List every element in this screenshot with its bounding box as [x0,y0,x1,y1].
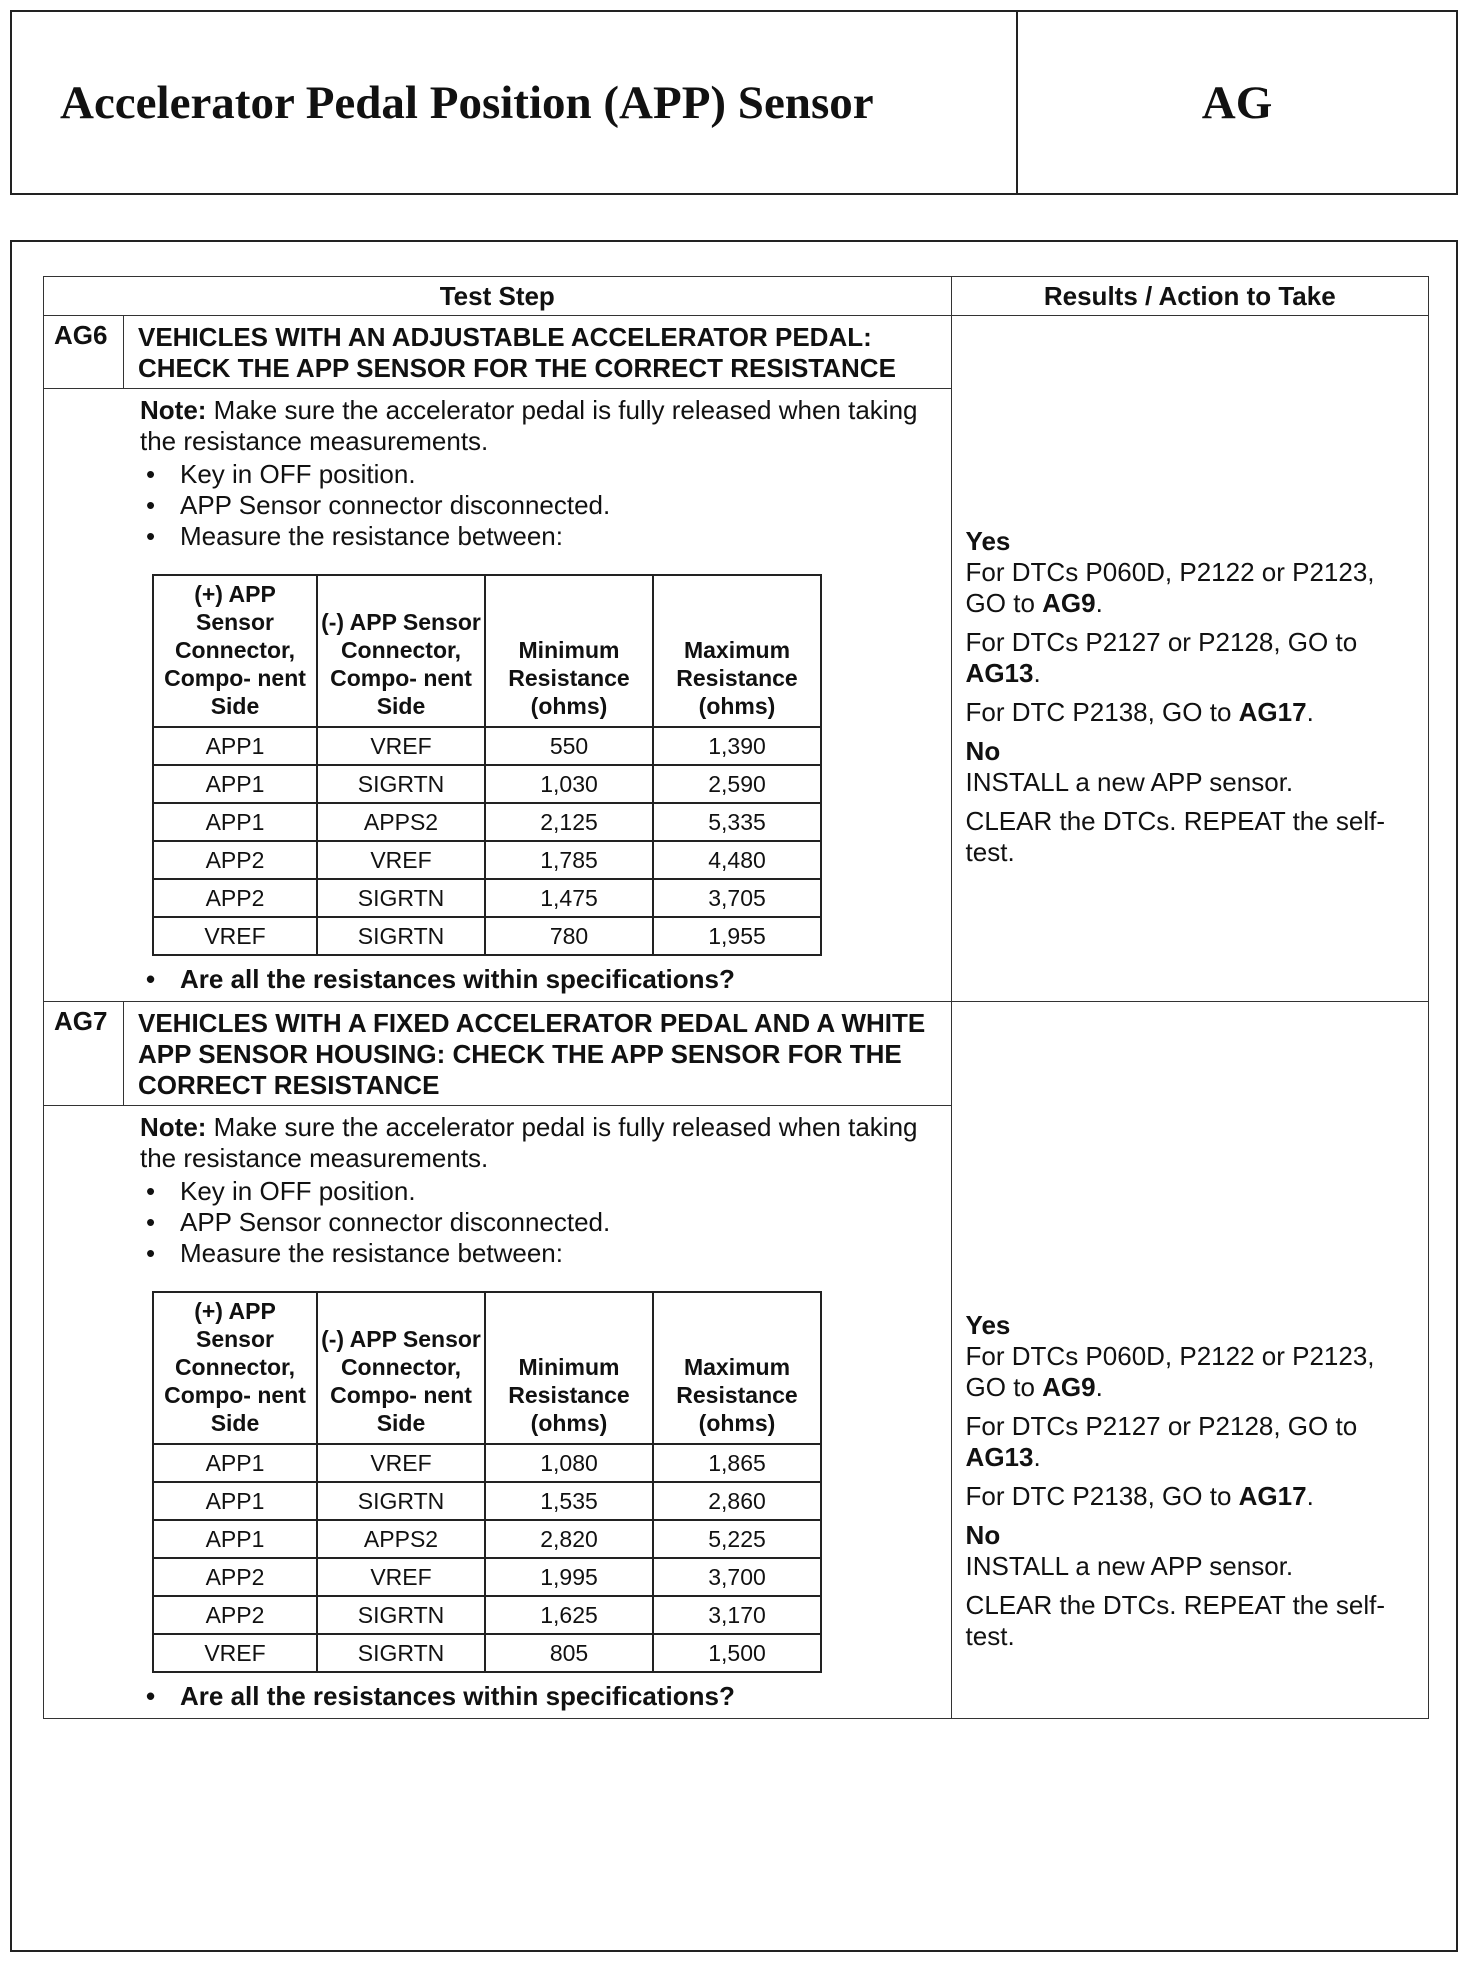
goto-link[interactable]: AG17 [1238,696,1307,727]
goto-link[interactable]: AG9 [1042,1372,1096,1402]
step-question: • Are all the resistances within specifications? [140,964,941,995]
result-yes-3: For DTC P2138, GO to AG17. [965,1481,1314,1511]
spec-cell: VREF [317,1444,485,1482]
spec-header-plus: (+) APP Sensor Connector, Compo- nent Side [153,575,317,727]
spec-cell: VREF [317,1558,485,1596]
spec-cell: APPS2 [317,803,485,841]
goto-link[interactable]: AG9 [1042,587,1096,618]
spec-cell: VREF [153,917,317,955]
result-yes-1: For DTCs P060D, P2122 or P2123, GO to AG9. [965,1341,1375,1402]
result-yes-2: For DTCs P2127 or P2128, GO to AG13. [965,1411,1358,1472]
goto-link[interactable]: AG13 [965,1442,1034,1472]
spec-cell: 2,590 [653,765,821,803]
spec-cell: 3,170 [653,1596,821,1634]
result-yes-2: For DTCs P2127 or P2128, GO to AG13. [965,626,1358,688]
result-no-1: INSTALL a new APP sensor. [965,766,1294,797]
spec-cell: APPS2 [317,1520,485,1558]
result-no-2: CLEAR the DTCs. REPEAT the self-test. [965,1590,1386,1651]
step-question: • Are all the resistances within specifications? [140,1681,941,1712]
bullet-item: • Key in OFF position. [140,1176,941,1207]
spec-cell: 1,535 [485,1482,653,1520]
page-header [10,10,1458,195]
spec-row [153,727,821,765]
spec-header-min: Minimum Resistance (ohms) [485,575,653,727]
spec-row [153,1444,821,1482]
spec-cell: VREF [317,727,485,765]
spec-cell: APP1 [153,727,317,765]
step-title: VEHICLES WITH AN ADJUSTABLE ACCELERATOR PEDAL: CHECK THE APP SENSOR FOR THE CORRECT RESISTANCE [123,316,951,389]
spec-cell: 1,030 [485,765,653,803]
table-header-row [44,277,1429,316]
spec-cell: APP1 [153,1520,317,1558]
goto-link[interactable]: AG13 [965,657,1034,688]
spec-cell: APP1 [153,803,317,841]
spec-cell: APP1 [153,1444,317,1482]
spec-header-row [153,1292,821,1444]
spec-cell: SIGRTN [317,1482,485,1520]
step-results [951,1002,1428,1719]
spec-cell: 1,785 [485,841,653,879]
spec-cell: SIGRTN [317,1634,485,1672]
spec-cell: SIGRTN [317,765,485,803]
yes-label: Yes [965,1310,1011,1340]
result-no-2: CLEAR the DTCs. REPEAT the self-test. [965,805,1386,867]
bullet-item: • APP Sensor connector disconnected. [140,1207,941,1238]
spec-cell: 1,390 [653,727,821,765]
spec-cell: VREF [153,1634,317,1672]
step-id: AG7 [44,1002,124,1106]
spec-cell: 2,125 [485,803,653,841]
spec-cell: 2,860 [653,1482,821,1520]
spec-row [153,1558,821,1596]
step-ag7-header-row [44,1002,1429,1106]
spec-row [153,1596,821,1634]
spec-row [153,1634,821,1672]
spec-cell: 2,820 [485,1520,653,1558]
step-id: AG6 [44,316,124,389]
spec-header-plus: (+) APP Sensor Connector, Compo- nent Side [153,1292,317,1444]
spec-header-max: Maximum Resistance (ohms) [653,1292,821,1444]
spec-row [153,841,821,879]
spec-cell: 805 [485,1634,653,1672]
spec-cell: 4,480 [653,841,821,879]
bullet-item: • APP Sensor connector disconnected. [140,490,941,521]
spec-cell: 1,475 [485,879,653,917]
spec-row [153,765,821,803]
spec-cell: 5,335 [653,803,821,841]
step-note: Note: Make sure the accelerator pedal is fully released when taking the resistance measurements. [140,395,918,456]
bullet-item: • Measure the resistance between: [140,521,941,552]
spec-row [153,1482,821,1520]
spec-header-max: Maximum Resistance (ohms) [653,575,821,727]
page-title: Accelerator Pedal Position (APP) Sensor [60,76,874,129]
spec-header-minus: (-) APP Sensor Connector, Compo- nent Side [317,1292,485,1444]
result-yes-3: For DTC P2138, GO to AG17. [965,696,1314,727]
test-step-table [43,276,1429,1719]
spec-cell: 3,705 [653,879,821,917]
spec-header-minus: (-) APP Sensor Connector, Compo- nent Side [317,575,485,727]
bullet-item: • Measure the resistance between: [140,1238,941,1269]
step-title: VEHICLES WITH A FIXED ACCELERATOR PEDAL AND A WHITE APP SENSOR HOUSING: CHECK THE APP SENSOR FOR THE CORRECT RESISTANCE [123,1002,951,1106]
spec-cell: APP2 [153,1596,317,1634]
result-no-1: INSTALL a new APP sensor. [965,1551,1294,1581]
step-ag6-header-row [44,316,1429,389]
step-body [44,389,952,1002]
spec-cell: 550 [485,727,653,765]
result-yes-1: For DTCs P060D, P2122 or P2123, GO to AG9. [965,556,1375,618]
step-results [951,316,1428,1002]
spec-cell: SIGRTN [317,879,485,917]
spec-cell: APP2 [153,1558,317,1596]
spec-cell: APP1 [153,1482,317,1520]
header-test-step: Test Step [44,277,952,316]
yes-label: Yes [965,525,1011,556]
spec-cell: SIGRTN [317,917,485,955]
section-code: AG [1016,12,1456,193]
spec-row [153,803,821,841]
spec-cell: APP2 [153,879,317,917]
spec-cell: 5,225 [653,1520,821,1558]
spec-cell: APP1 [153,765,317,803]
spec-cell: 1,080 [485,1444,653,1482]
spec-row [153,1520,821,1558]
spec-header-row [153,575,821,727]
spec-cell: 1,865 [653,1444,821,1482]
bullet-item: • Key in OFF position. [140,459,941,490]
step-note: Note: Make sure the accelerator pedal is fully released when taking the resistance measurements. [140,1112,918,1173]
step-body [44,1106,952,1719]
spec-cell: 1,625 [485,1596,653,1634]
header-results: Results / Action to Take [951,277,1428,316]
resistance-spec-table [152,1291,822,1673]
spec-cell: SIGRTN [317,1596,485,1634]
no-label: No [965,1520,1001,1550]
resistance-spec-table [152,574,822,956]
goto-link[interactable]: AG17 [1238,1481,1307,1511]
spec-header-min: Minimum Resistance (ohms) [485,1292,653,1444]
spec-cell: VREF [317,841,485,879]
step-bullets [140,459,941,552]
spec-row [153,879,821,917]
spec-cell: 1,995 [485,1558,653,1596]
spec-cell: 780 [485,917,653,955]
spec-cell: 1,955 [653,917,821,955]
no-label: No [965,735,1001,766]
spec-row [153,917,821,955]
step-bullets [140,1176,941,1269]
spec-cell: 3,700 [653,1558,821,1596]
spec-cell: 1,500 [653,1634,821,1672]
spec-cell: APP2 [153,841,317,879]
